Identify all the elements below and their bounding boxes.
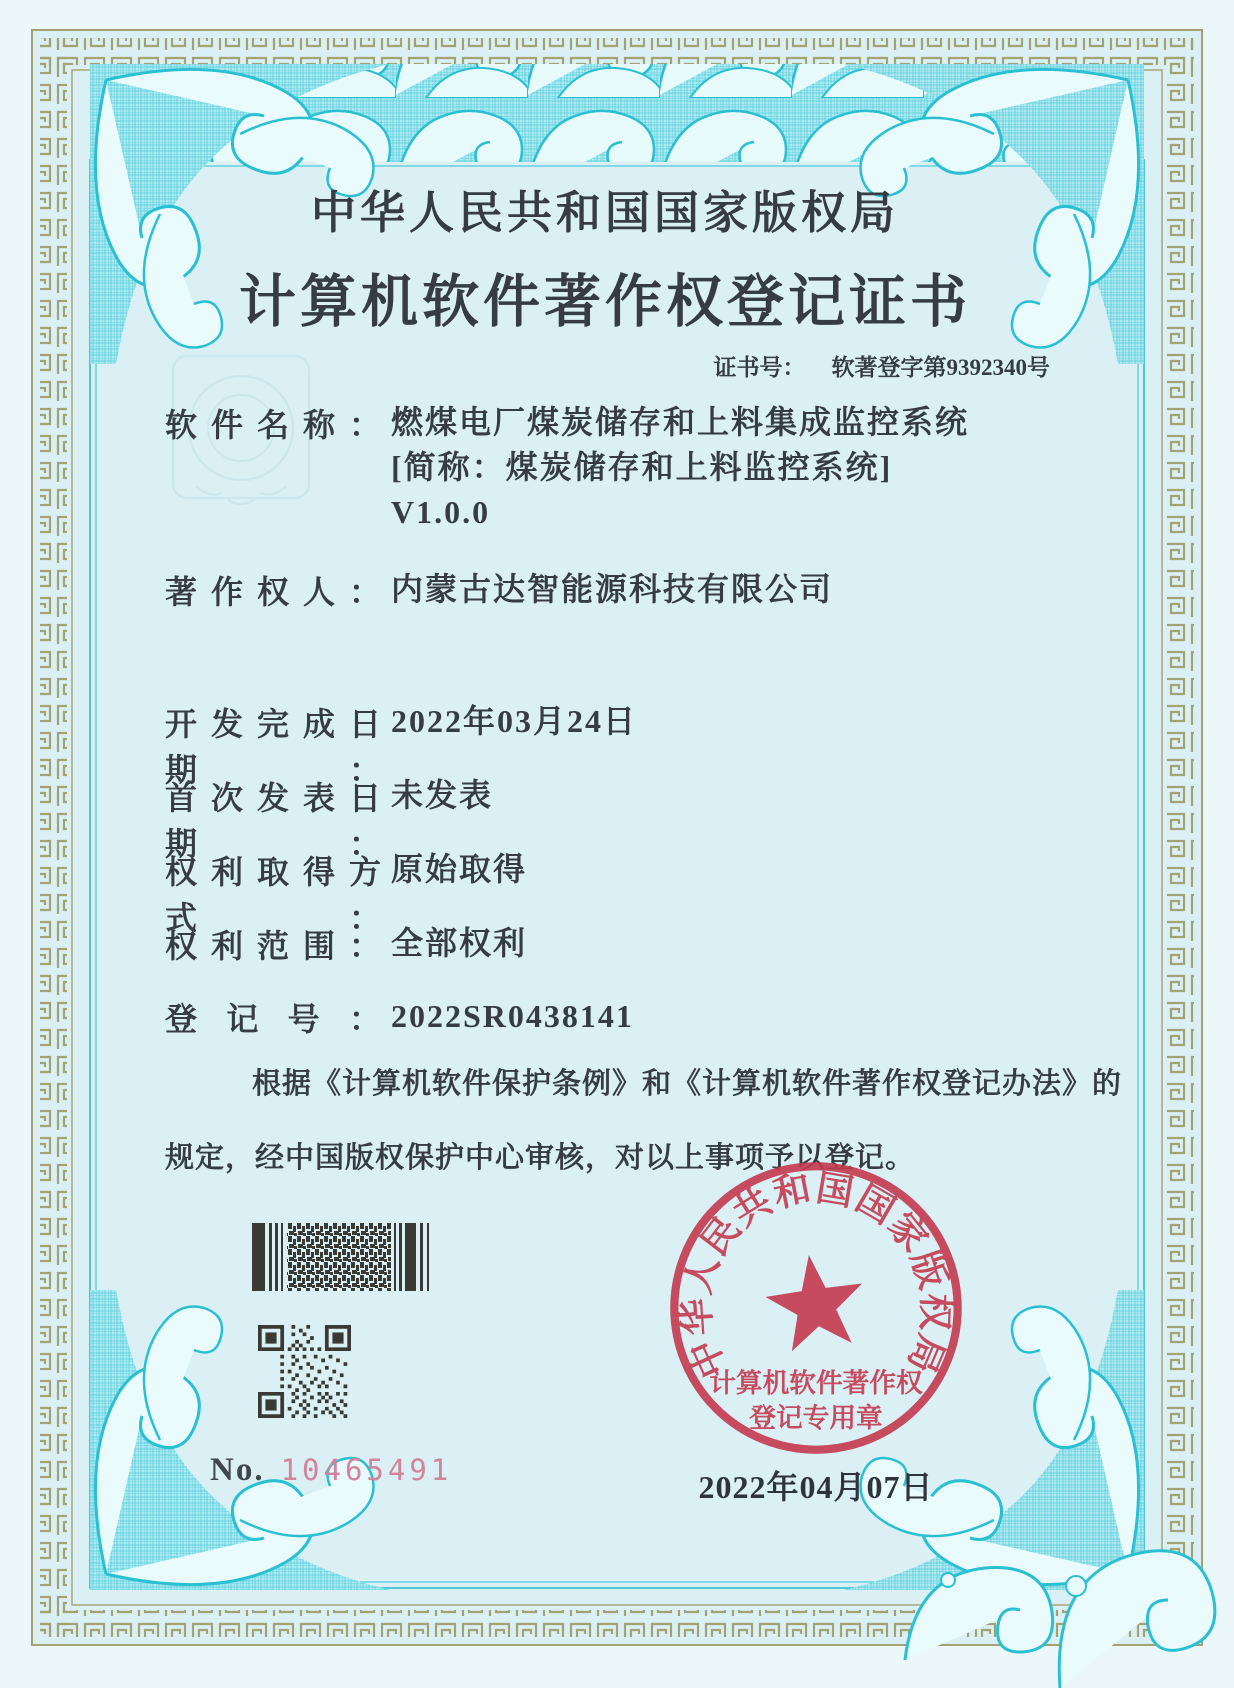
- cert-no-label: 证书号：: [713, 355, 806, 380]
- field-label: 软件名称：: [165, 407, 381, 443]
- barcode: [252, 1223, 432, 1291]
- field-value: 2022SR0438141: [391, 998, 634, 1034]
- seal-inner-line2: 登记专用章: [749, 1403, 883, 1434]
- seal-inner-line1: 计算机软件著作权: [709, 1368, 923, 1399]
- field-value: 内蒙古达智能源科技有限公司: [391, 571, 834, 607]
- serial-line: [210, 1452, 452, 1489]
- authority-title: 中华人民共和国国家版权局: [310, 188, 899, 238]
- field-value: 原始取得: [391, 851, 528, 887]
- cert-no-value: 软著登字第9392340号: [831, 355, 1050, 380]
- field-label: 权利范围：: [165, 928, 381, 964]
- qr-code: [258, 1325, 351, 1418]
- serial-number: 10465491: [280, 1453, 453, 1487]
- field-row-registration-no: [165, 994, 1065, 1040]
- field-label: 首次发表日期：: [165, 780, 381, 862]
- issue-date: 2022年04月07日: [698, 1469, 934, 1505]
- field-label: 著作权人：: [165, 574, 381, 610]
- official-seal: [662, 1154, 970, 1462]
- seal-ring-text: 中华人民共和国国家版权局: [675, 1167, 957, 1384]
- statement-line-1: 根据《计算机软件保护条例》和《计算机软件著作权登记办法》的: [252, 1068, 1123, 1100]
- field-row-rights-scope: [165, 921, 1065, 967]
- serial-label: No.: [210, 1452, 265, 1488]
- cert-no-line: [160, 349, 1050, 382]
- field-value: 2022年03月24日: [391, 703, 638, 739]
- field-label: 登记号：: [165, 1001, 381, 1037]
- seal-star: [761, 1248, 871, 1354]
- field-label: 开发完成日期：: [165, 706, 381, 788]
- field-row-copyright-owner: [165, 567, 1065, 613]
- certificate-title: 计算机软件著作权登记证书: [239, 271, 971, 334]
- field-label: 权利取得方式：: [165, 854, 381, 936]
- field-value: 未发表: [391, 777, 494, 813]
- field-value: 全部权利: [391, 925, 528, 961]
- field-row-software-name: [165, 400, 1065, 535]
- statement-line-2: 规定，经中国版权保护中心审核，对以上事项予以登记。: [165, 1142, 916, 1174]
- field-value: 燃煤电厂煤炭储存和上料集成监控系统 [简称：煤炭储存和上料监控系统] V1.0.0: [391, 404, 970, 530]
